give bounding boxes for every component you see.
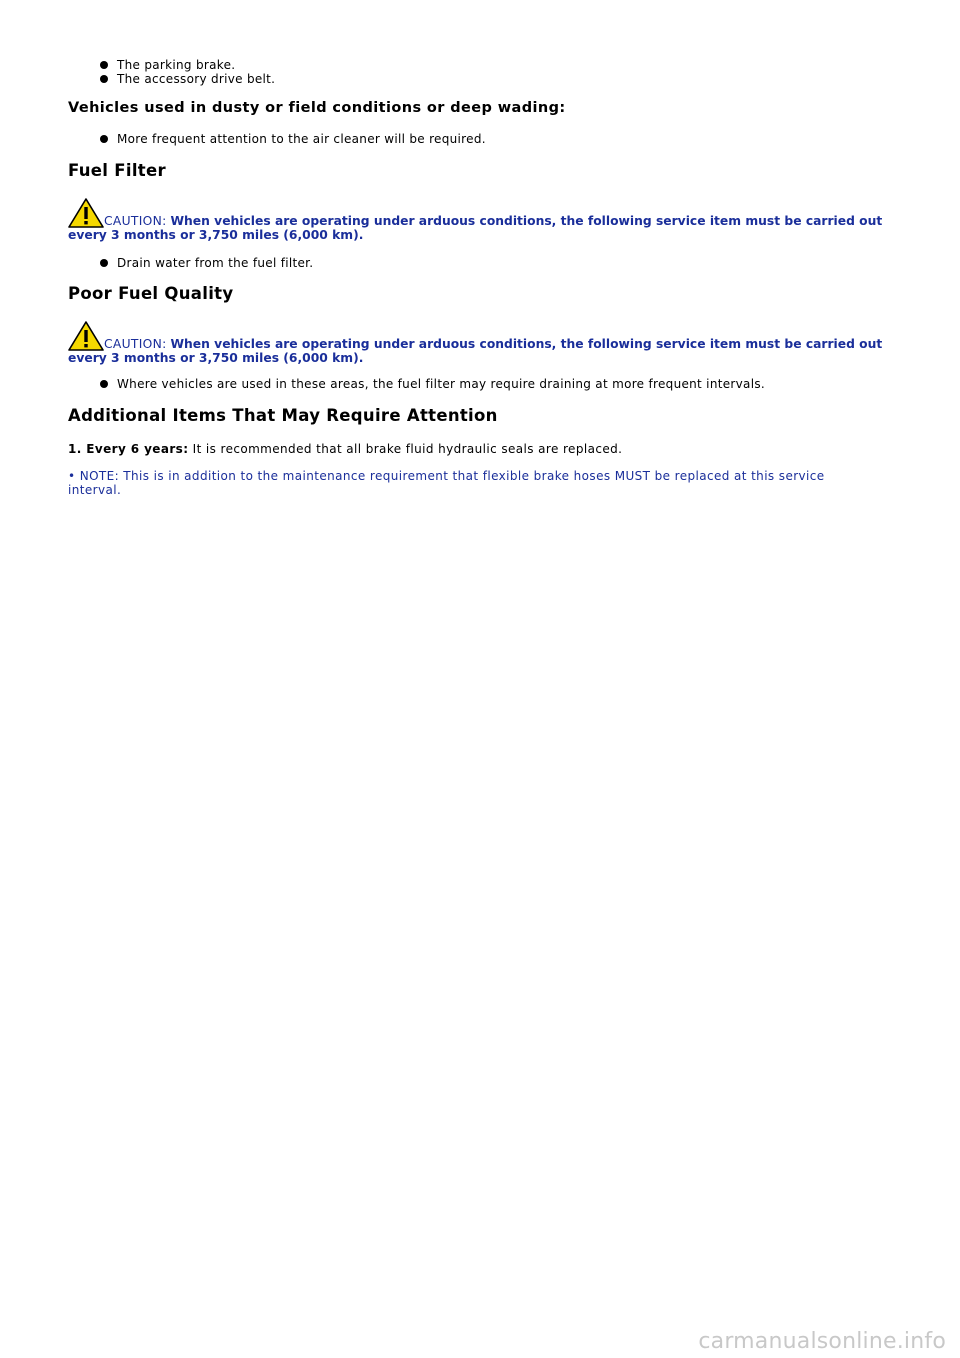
fuel-filter-caution [68,198,898,242]
fuel-filter-bullet-list [100,256,313,270]
item-label: 1. Every 6 years: [68,442,189,456]
maintenance-note: • NOTE: This is in addition to the maintenance requirement that flexible brake hoses MUST be replaced at this service interval. [68,469,825,497]
poor-fuel-heading: Poor Fuel Quality [68,284,234,303]
warning-triangle-icon [68,198,104,228]
caution-label: CAUTION: [104,337,167,351]
list-item [100,58,275,72]
bullet-text: The accessory drive belt. [117,72,276,86]
bullet-text: Drain water from the fuel filter. [117,256,314,270]
additional-item [68,442,898,456]
list-item [100,256,313,270]
caution-text: When vehicles are operating under arduous conditions, the following service item must be carried out every 3 months or 3,750 miles (6,000 km). [68,337,883,365]
list-item [100,132,486,146]
dusty-bullet-list [100,132,486,146]
caution-label: CAUTION: [104,214,167,228]
bullet-text: The parking brake. [117,58,236,72]
bullet-icon [100,259,108,267]
list-item [100,377,765,391]
bullet-icon [100,75,108,83]
bullet-text: More frequent attention to the air cleaner will be required. [117,132,486,146]
bullet-text: Where vehicles are used in these areas, the fuel filter may require draining at more frequent intervals. [117,377,765,391]
warning-triangle-icon [68,321,104,351]
bullet-icon [100,380,108,388]
list-item [100,72,275,86]
bullet-icon [100,135,108,143]
bullet-icon [100,61,108,69]
poor-fuel-caution [68,321,898,365]
top-bullet-list [100,58,275,86]
additional-heading: Additional Items That May Require Attention [68,406,498,425]
poor-fuel-bullet-list [100,377,765,391]
item-text: It is recommended that all brake fluid hydraulic seals are replaced. [192,442,623,456]
watermark: carmanualsonline.info [698,1329,946,1354]
caution-text: When vehicles are operating under arduous conditions, the following service item must be carried out every 3 months or 3,750 miles (6,000 km). [68,214,883,242]
fuel-filter-heading: Fuel Filter [68,161,166,180]
dusty-heading: Vehicles used in dusty or field conditions or deep wading: [68,100,566,116]
